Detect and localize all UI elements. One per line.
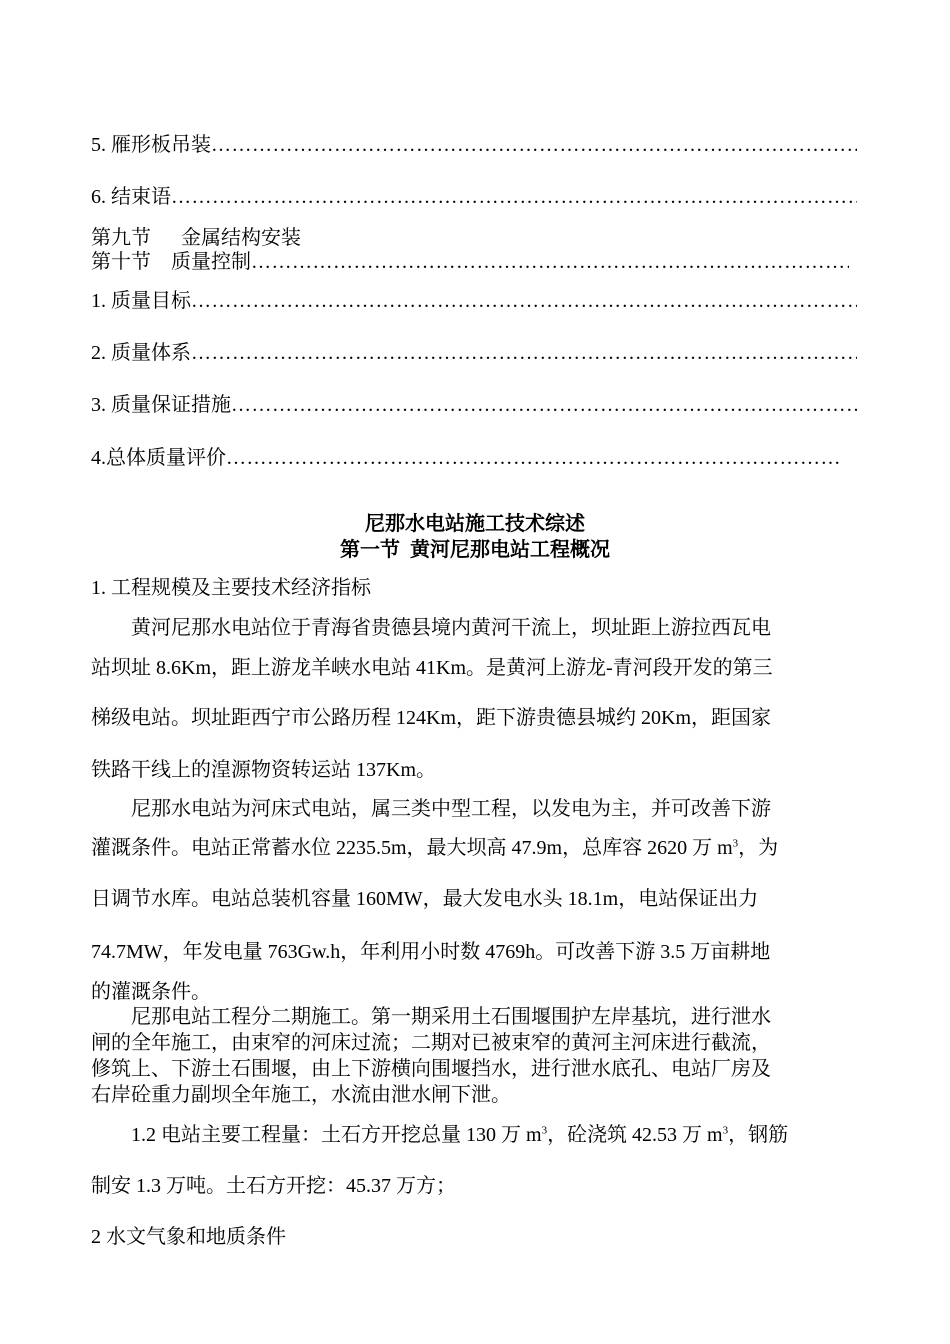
paragraph-line: 右岸砼重力副坝全年施工，水流由泄水闸下泄。 [91, 1084, 511, 1106]
paragraph-line: 的灌溉条件。 [91, 981, 211, 1003]
heading-1: 1. 工程规模及主要技术经济指标 [91, 577, 371, 599]
toc-leader [191, 289, 857, 313]
toc-label: 6. 结束语 [91, 186, 171, 208]
paragraph-line: 尼那水电站为河床式电站，属三类中型工程，以发电为主，并可改善下游 [131, 798, 771, 820]
toc-quality-2 [91, 341, 857, 365]
paragraph-line: 制安 1.3 万吨。土石方开挖：45.37 万方； [91, 1175, 456, 1197]
text-span: 灌溉条件。电站正常蓄水位 2235.5m，最大坝高 47.9m，总库容 2620 万 m [91, 837, 733, 859]
toc-label: 2. 质量体系 [91, 342, 191, 364]
toc-label: 3. 质量保证措施 [91, 394, 231, 416]
toc-leader [226, 446, 843, 470]
paragraph-line: 站坝址 8.6Km，距上游龙羊峡水电站 41Km。是黄河上游龙-青河段开发的第三 [91, 657, 773, 679]
toc-section-10 [91, 250, 849, 274]
section-title: 第一节 黄河尼那电站工程概况 [340, 539, 610, 561]
toc-quality-3 [91, 393, 857, 417]
toc-section-9: 第九节 金属结构安装 [91, 227, 301, 249]
text-span: ，为 [738, 837, 779, 859]
text-span: ，钢筋 [728, 1124, 789, 1146]
toc-label: 4.总体质量评价 [91, 447, 226, 469]
toc-leader [211, 133, 857, 157]
toc-leader [251, 250, 849, 274]
document-title: 尼那水电站施工技术综述 [365, 513, 585, 535]
toc-leader [171, 185, 857, 209]
toc-label: 1. 质量目标 [91, 290, 191, 312]
heading-2: 2 水文气象和地质条件 [91, 1226, 286, 1248]
toc-item-6 [91, 185, 857, 209]
toc-quality-4 [91, 446, 843, 470]
superscript: 3 [541, 1124, 548, 1137]
toc-leader [231, 393, 857, 417]
toc-item-5 [91, 133, 857, 157]
toc-label: 5. 雁形板吊装 [91, 134, 211, 156]
superscript: 3 [722, 1124, 729, 1137]
paragraph-line [131, 1123, 788, 1147]
paragraph-line [91, 836, 778, 860]
paragraph-line: 尼那电站工程分二期施工。第一期采用土石围堰围护左岸基坑，进行泄水 [131, 1006, 771, 1028]
paragraph-line: 梯级电站。坝址距西宁市公路历程 124Km，距下游贵德县城约 20Km，距国家 [91, 707, 771, 729]
toc-label: 第十节 质量控制 [91, 251, 251, 273]
text-span: ，砼浇筑 42.53 万 m [547, 1124, 723, 1146]
paragraph-line: 黄河尼那水电站位于青海省贵德县境内黄河干流上，坝址距上游拉西瓦电 [131, 617, 771, 639]
toc-quality-1 [91, 289, 857, 313]
paragraph-line: 闸的全年施工，由束窄的河床过流；二期对已被束窄的黄河主河床进行截流， [91, 1032, 771, 1054]
paragraph-line: 铁路干线上的湟源物资转运站 137Km。 [91, 759, 436, 781]
paragraph-line: 74.7MW，年发电量 763Gw.h，年利用小时数 4769h。可改善下游 3.5 万亩耕地 [91, 941, 771, 963]
text-span: 1.2 电站主要工程量：土石方开挖总量 130 万 m [131, 1124, 542, 1146]
paragraph-line: 修筑上、下游土石围堰，由上下游横向围堰挡水，进行泄水底孔、电站厂房及 [91, 1058, 771, 1080]
paragraph-line: 日调节水库。电站总装机容量 160MW，最大发电水头 18.1m，电站保证出力 [91, 888, 759, 910]
superscript: 3 [732, 837, 739, 850]
toc-leader [191, 341, 857, 365]
